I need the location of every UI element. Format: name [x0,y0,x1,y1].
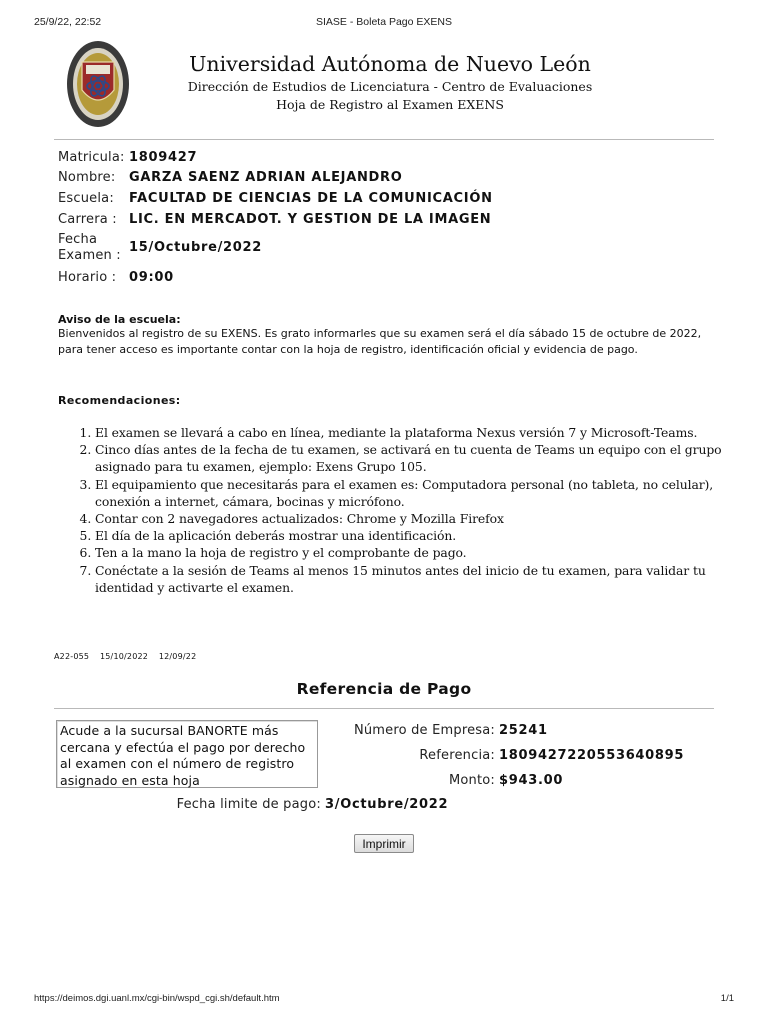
escuela-label: Escuela: [58,191,114,206]
list-item: 7. Conéctate a la sesión de Teams al menos 15 minutos antes del inicio de tu examen, para validar tu identidad y activarte el examen. [95,562,745,596]
carrera-value: LIC. EN MERCADOT. Y GESTION DE LA IMAGEN [129,212,492,227]
list-item: 1. El examen se llevará a cabo en línea, mediante la plataforma Nexus versión 7 y Microsoft-Teams. [95,424,745,441]
department-line: Dirección de Estudios de Licenciatura - Centro de Evaluaciones [187,79,593,94]
horario-value: 09:00 [129,270,174,285]
list-item: 5. El día de la aplicación deberás mostrar una identificación. [95,527,745,544]
escuela-value: FACULTAD DE CIENCIAS DE LA COMUNICACIÓN [129,191,493,206]
fecha-label-line1: Fecha [58,232,98,247]
empresa-label: Número de Empresa: [353,723,495,738]
university-name: Universidad Autónoma de Nuevo León [189,52,591,76]
code-date-1: 15/10/2022 [99,652,149,661]
document-title: Hoja de Registro al Examen EXENS [276,97,504,112]
payment-divider [54,708,714,709]
matricula-value: 1809427 [129,150,198,165]
fecha-label [58,232,121,264]
print-button[interactable]: Imprimir [354,834,414,853]
list-item: 3. El equipamiento que necesitarás para el examen es: Computadora personal (no tableta, no celular), conexión a internet, cámara, bocinas y micrófono. [95,476,745,510]
page-number: 1/1 [720,993,734,1004]
limite-value: 3/Octubre/2022 [325,797,449,812]
referencia-value: 1809427220553640895 [499,748,685,763]
recommendations-list [58,424,745,596]
list-item: 4. Contar con 2 navegadores actualizados: Chrome y Mozilla Firefox [95,510,745,527]
payment-title: Referencia de Pago [296,680,472,698]
recommendations-title: Recomendaciones: [58,394,181,407]
notice-title: Aviso de la escuela: [58,313,181,326]
monto-value: $943.00 [499,773,564,788]
nombre-value: GARZA SAENZ ADRIAN ALEJANDRO [129,170,403,185]
page-url: https://deimos.dgi.uanl.mx/cgi-bin/wspd_cgi.sh/default.htm [34,993,280,1004]
nombre-label: Nombre: [58,170,116,185]
carrera-label: Carrera : [58,212,117,227]
limite-label: Fecha limite de pago: [176,797,321,812]
monto-label: Monto: [448,773,495,788]
print-header [0,16,768,32]
fecha-value: 15/Octubre/2022 [129,240,263,255]
document-codes [54,652,204,661]
horario-label: Horario : [58,270,117,285]
print-title: SIASE - Boleta Pago EXENS [316,16,452,28]
header-divider [54,139,714,140]
fecha-label-line2: Examen : [58,248,121,263]
print-date: 25/9/22, 22:52 [34,16,102,28]
list-item: 6. Ten a la mano la hoja de registro y el comprobante de pago. [95,544,745,561]
notice-text: Bienvenidos al registro de su EXENS. Es grato informarles que su examen será el día sábado 15 de octubre de 2022, para tener acceso es importante contar con la hoja de registro, identificación oficial y evidencia de pago. [58,327,702,356]
referencia-label: Referencia: [419,748,495,763]
exam-code: A22-055 [54,652,90,661]
empresa-value: 25241 [499,723,548,738]
university-seal-icon [66,40,130,128]
list-item: 2. Cinco días antes de la fecha de tu examen, se activará en tu cuenta de Teams un equipo con el grupo asignado para tu examen, ejemplo: Exens Grupo 105. [95,441,745,475]
matricula-label: Matricula: [58,150,125,165]
code-date-2: 12/09/22 [158,652,197,661]
payment-instructions: Acude a la sucursal BANORTE más cercana y efectúa el pago por derecho al examen con el número de registro asignado en esta hoja [56,720,318,788]
